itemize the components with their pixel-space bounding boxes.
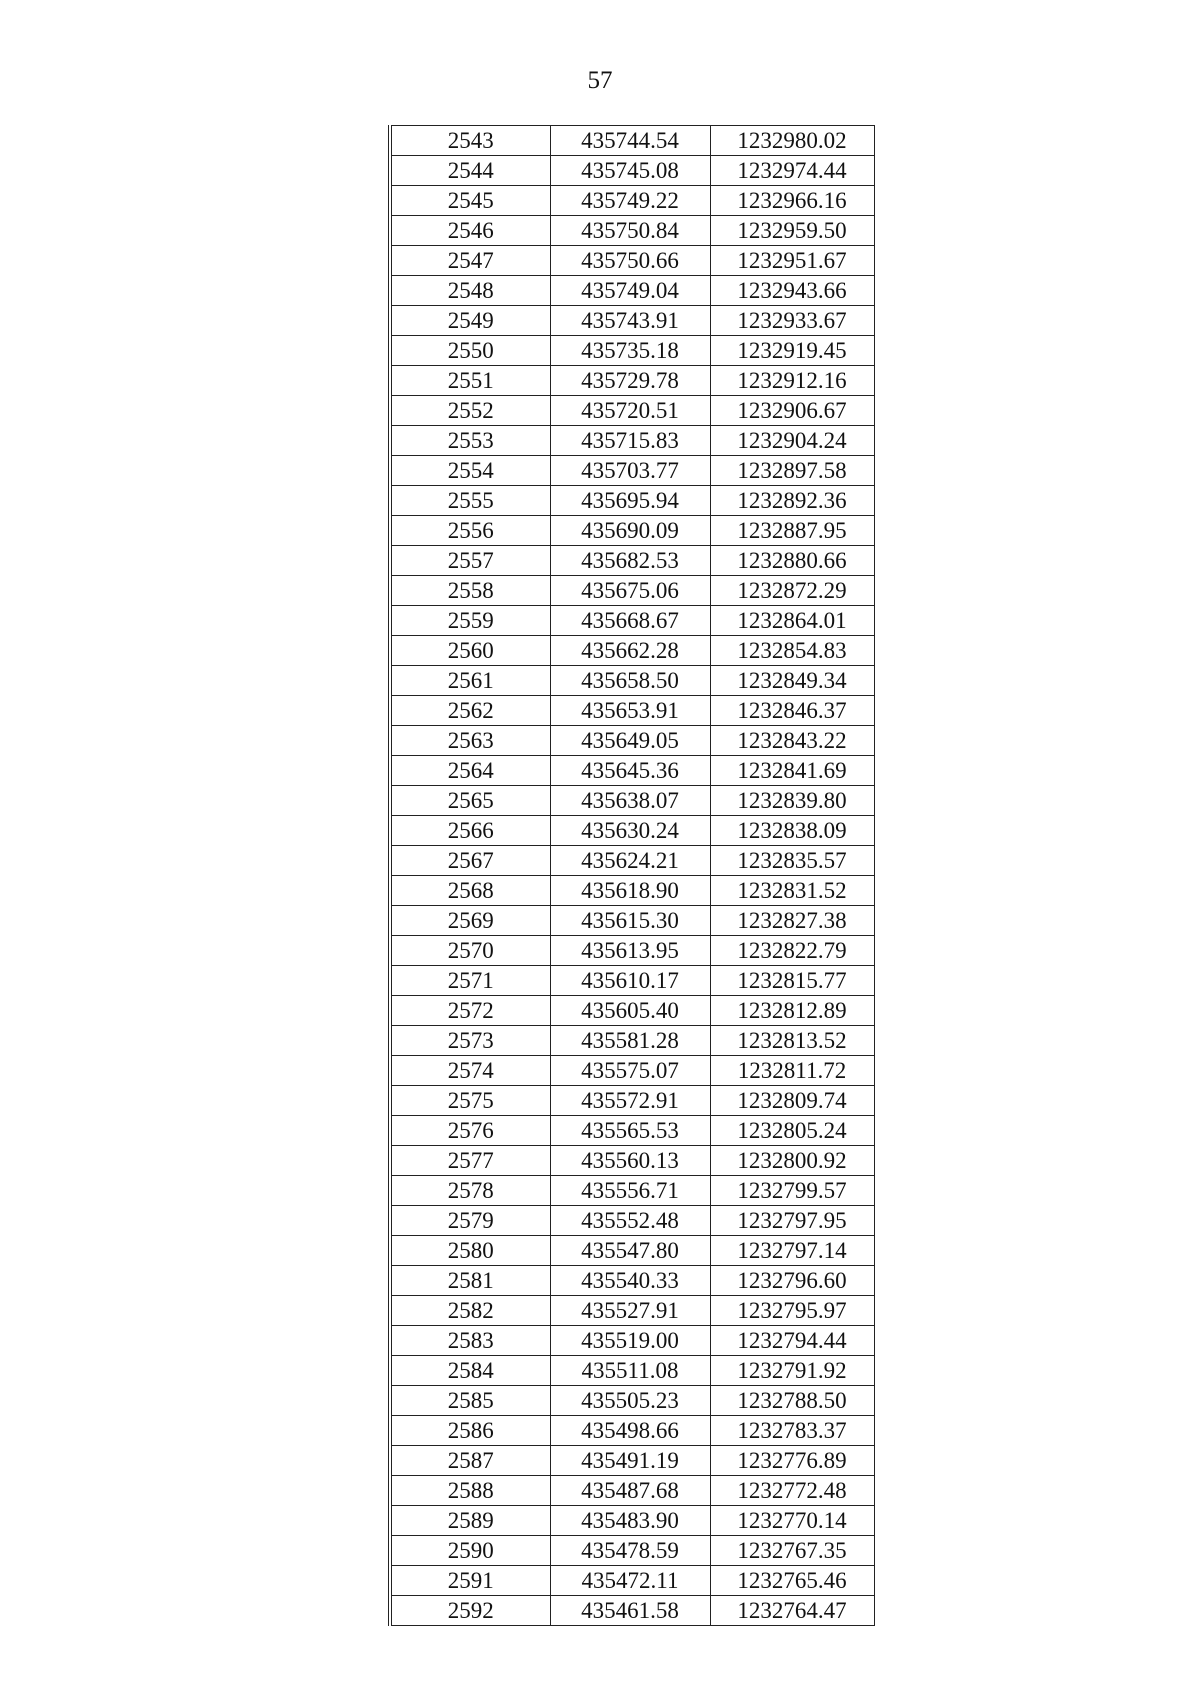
point-number-cell: 2543: [390, 126, 550, 156]
point-number-cell: 2546: [390, 216, 550, 246]
table-row: [390, 906, 874, 936]
table-row: [390, 1536, 874, 1566]
table-row: [390, 486, 874, 516]
x-coordinate-cell: 435511.08: [550, 1356, 710, 1386]
table-row: [390, 576, 874, 606]
y-coordinate-cell: 1232812.89: [710, 996, 874, 1026]
table-row: [390, 756, 874, 786]
page-number: 57: [587, 67, 613, 94]
point-number-cell: 2578: [390, 1176, 550, 1206]
point-number-cell: 2551: [390, 366, 550, 396]
table-row: [390, 1206, 874, 1236]
y-coordinate-cell: 1232838.09: [710, 816, 874, 846]
x-coordinate-cell: 435744.54: [550, 126, 710, 156]
point-number-cell: 2555: [390, 486, 550, 516]
point-number-cell: 2556: [390, 516, 550, 546]
point-number-cell: 2590: [390, 1536, 550, 1566]
point-number-cell: 2573: [390, 1026, 550, 1056]
point-number-cell: 2561: [390, 666, 550, 696]
coordinates-table: [388, 125, 875, 1626]
x-coordinate-cell: 435560.13: [550, 1146, 710, 1176]
point-number-cell: 2559: [390, 606, 550, 636]
x-coordinate-cell: 435715.83: [550, 426, 710, 456]
x-coordinate-cell: 435565.53: [550, 1116, 710, 1146]
point-number-cell: 2584: [390, 1356, 550, 1386]
table-row: [390, 1026, 874, 1056]
table-row: [390, 546, 874, 576]
table-row: [390, 276, 874, 306]
table-row: [390, 306, 874, 336]
y-coordinate-cell: 1232767.35: [710, 1536, 874, 1566]
x-coordinate-cell: 435668.67: [550, 606, 710, 636]
point-number-cell: 2592: [390, 1596, 550, 1626]
y-coordinate-cell: 1232805.24: [710, 1116, 874, 1146]
y-coordinate-cell: 1232770.14: [710, 1506, 874, 1536]
x-coordinate-cell: 435527.91: [550, 1296, 710, 1326]
table-row: [390, 1146, 874, 1176]
table-row: [390, 1296, 874, 1326]
x-coordinate-cell: 435703.77: [550, 456, 710, 486]
y-coordinate-cell: 1232897.58: [710, 456, 874, 486]
x-coordinate-cell: 435645.36: [550, 756, 710, 786]
y-coordinate-cell: 1232764.47: [710, 1596, 874, 1626]
table-row: [390, 996, 874, 1026]
x-coordinate-cell: 435505.23: [550, 1386, 710, 1416]
point-number-cell: 2557: [390, 546, 550, 576]
point-number-cell: 2585: [390, 1386, 550, 1416]
x-coordinate-cell: 435478.59: [550, 1536, 710, 1566]
y-coordinate-cell: 1232765.46: [710, 1566, 874, 1596]
y-coordinate-cell: 1232795.97: [710, 1296, 874, 1326]
point-number-cell: 2568: [390, 876, 550, 906]
x-coordinate-cell: 435547.80: [550, 1236, 710, 1266]
point-number-cell: 2579: [390, 1206, 550, 1236]
point-number-cell: 2582: [390, 1296, 550, 1326]
y-coordinate-cell: 1232904.24: [710, 426, 874, 456]
x-coordinate-cell: 435745.08: [550, 156, 710, 186]
table-row: [390, 1596, 874, 1626]
x-coordinate-cell: 435743.91: [550, 306, 710, 336]
x-coordinate-cell: 435675.06: [550, 576, 710, 606]
y-coordinate-cell: 1232809.74: [710, 1086, 874, 1116]
x-coordinate-cell: 435613.95: [550, 936, 710, 966]
table-row: [390, 396, 874, 426]
x-coordinate-cell: 435695.94: [550, 486, 710, 516]
x-coordinate-cell: 435556.71: [550, 1176, 710, 1206]
x-coordinate-cell: 435653.91: [550, 696, 710, 726]
x-coordinate-cell: 435630.24: [550, 816, 710, 846]
coordinates-table-body: [390, 126, 874, 1626]
table-row: [390, 786, 874, 816]
point-number-cell: 2563: [390, 726, 550, 756]
y-coordinate-cell: 1232872.29: [710, 576, 874, 606]
point-number-cell: 2572: [390, 996, 550, 1026]
point-number-cell: 2552: [390, 396, 550, 426]
point-number-cell: 2549: [390, 306, 550, 336]
x-coordinate-cell: 435735.18: [550, 336, 710, 366]
y-coordinate-cell: 1232811.72: [710, 1056, 874, 1086]
x-coordinate-cell: 435491.19: [550, 1446, 710, 1476]
y-coordinate-cell: 1232933.67: [710, 306, 874, 336]
y-coordinate-cell: 1232813.52: [710, 1026, 874, 1056]
point-number-cell: 2564: [390, 756, 550, 786]
y-coordinate-cell: 1232797.95: [710, 1206, 874, 1236]
point-number-cell: 2547: [390, 246, 550, 276]
table-row: [390, 1506, 874, 1536]
point-number-cell: 2587: [390, 1446, 550, 1476]
y-coordinate-cell: 1232788.50: [710, 1386, 874, 1416]
x-coordinate-cell: 435540.33: [550, 1266, 710, 1296]
table-row: [390, 1056, 874, 1086]
table-row: [390, 816, 874, 846]
table-row: [390, 186, 874, 216]
table-row: [390, 456, 874, 486]
y-coordinate-cell: 1232791.92: [710, 1356, 874, 1386]
x-coordinate-cell: 435750.84: [550, 216, 710, 246]
table-row: [390, 1176, 874, 1206]
x-coordinate-cell: 435498.66: [550, 1416, 710, 1446]
x-coordinate-cell: 435615.30: [550, 906, 710, 936]
x-coordinate-cell: 435662.28: [550, 636, 710, 666]
table-row: [390, 876, 874, 906]
x-coordinate-cell: 435749.04: [550, 276, 710, 306]
point-number-cell: 2558: [390, 576, 550, 606]
table-row: [390, 216, 874, 246]
table-row: [390, 516, 874, 546]
table-row: [390, 126, 874, 156]
y-coordinate-cell: 1232831.52: [710, 876, 874, 906]
point-number-cell: 2565: [390, 786, 550, 816]
table-row: [390, 156, 874, 186]
y-coordinate-cell: 1232919.45: [710, 336, 874, 366]
x-coordinate-cell: 435572.91: [550, 1086, 710, 1116]
table-row: [390, 336, 874, 366]
table-row: [390, 1446, 874, 1476]
table-row: [390, 966, 874, 996]
y-coordinate-cell: 1232966.16: [710, 186, 874, 216]
y-coordinate-cell: 1232800.92: [710, 1146, 874, 1176]
table-row: [390, 1476, 874, 1506]
y-coordinate-cell: 1232794.44: [710, 1326, 874, 1356]
point-number-cell: 2574: [390, 1056, 550, 1086]
x-coordinate-cell: 435605.40: [550, 996, 710, 1026]
y-coordinate-cell: 1232841.69: [710, 756, 874, 786]
table-row: [390, 636, 874, 666]
point-number-cell: 2586: [390, 1416, 550, 1446]
table-row: [390, 846, 874, 876]
y-coordinate-cell: 1232974.44: [710, 156, 874, 186]
point-number-cell: 2580: [390, 1236, 550, 1266]
y-coordinate-cell: 1232912.16: [710, 366, 874, 396]
y-coordinate-cell: 1232796.60: [710, 1266, 874, 1296]
y-coordinate-cell: 1232849.34: [710, 666, 874, 696]
table-row: [390, 1416, 874, 1446]
y-coordinate-cell: 1232797.14: [710, 1236, 874, 1266]
y-coordinate-cell: 1232951.67: [710, 246, 874, 276]
y-coordinate-cell: 1232846.37: [710, 696, 874, 726]
y-coordinate-cell: 1232835.57: [710, 846, 874, 876]
x-coordinate-cell: 435624.21: [550, 846, 710, 876]
point-number-cell: 2583: [390, 1326, 550, 1356]
y-coordinate-cell: 1232843.22: [710, 726, 874, 756]
point-number-cell: 2566: [390, 816, 550, 846]
x-coordinate-cell: 435581.28: [550, 1026, 710, 1056]
y-coordinate-cell: 1232906.67: [710, 396, 874, 426]
table-row: [390, 426, 874, 456]
y-coordinate-cell: 1232980.02: [710, 126, 874, 156]
table-row: [390, 696, 874, 726]
y-coordinate-cell: 1232864.01: [710, 606, 874, 636]
y-coordinate-cell: 1232827.38: [710, 906, 874, 936]
point-number-cell: 2562: [390, 696, 550, 726]
x-coordinate-cell: 435749.22: [550, 186, 710, 216]
x-coordinate-cell: 435720.51: [550, 396, 710, 426]
point-number-cell: 2553: [390, 426, 550, 456]
y-coordinate-cell: 1232772.48: [710, 1476, 874, 1506]
x-coordinate-cell: 435552.48: [550, 1206, 710, 1236]
point-number-cell: 2570: [390, 936, 550, 966]
y-coordinate-cell: 1232815.77: [710, 966, 874, 996]
table-row: [390, 1386, 874, 1416]
x-coordinate-cell: 435682.53: [550, 546, 710, 576]
y-coordinate-cell: 1232799.57: [710, 1176, 874, 1206]
point-number-cell: 2554: [390, 456, 550, 486]
x-coordinate-cell: 435638.07: [550, 786, 710, 816]
point-number-cell: 2591: [390, 1566, 550, 1596]
point-number-cell: 2550: [390, 336, 550, 366]
x-coordinate-cell: 435472.11: [550, 1566, 710, 1596]
y-coordinate-cell: 1232892.36: [710, 486, 874, 516]
point-number-cell: 2576: [390, 1116, 550, 1146]
table-row: [390, 1086, 874, 1116]
x-coordinate-cell: 435690.09: [550, 516, 710, 546]
x-coordinate-cell: 435729.78: [550, 366, 710, 396]
y-coordinate-cell: 1232839.80: [710, 786, 874, 816]
table-row: [390, 1566, 874, 1596]
point-number-cell: 2545: [390, 186, 550, 216]
x-coordinate-cell: 435483.90: [550, 1506, 710, 1536]
y-coordinate-cell: 1232822.79: [710, 936, 874, 966]
x-coordinate-cell: 435649.05: [550, 726, 710, 756]
table-row: [390, 1326, 874, 1356]
point-number-cell: 2560: [390, 636, 550, 666]
point-number-cell: 2577: [390, 1146, 550, 1176]
x-coordinate-cell: 435575.07: [550, 1056, 710, 1086]
y-coordinate-cell: 1232783.37: [710, 1416, 874, 1446]
x-coordinate-cell: 435658.50: [550, 666, 710, 696]
y-coordinate-cell: 1232959.50: [710, 216, 874, 246]
point-number-cell: 2571: [390, 966, 550, 996]
table-row: [390, 246, 874, 276]
point-number-cell: 2588: [390, 1476, 550, 1506]
y-coordinate-cell: 1232880.66: [710, 546, 874, 576]
x-coordinate-cell: 435618.90: [550, 876, 710, 906]
point-number-cell: 2569: [390, 906, 550, 936]
x-coordinate-cell: 435487.68: [550, 1476, 710, 1506]
x-coordinate-cell: 435750.66: [550, 246, 710, 276]
y-coordinate-cell: 1232776.89: [710, 1446, 874, 1476]
table-row: [390, 1116, 874, 1146]
point-number-cell: 2548: [390, 276, 550, 306]
table-row: [390, 666, 874, 696]
point-number-cell: 2589: [390, 1506, 550, 1536]
point-number-cell: 2544: [390, 156, 550, 186]
table-row: [390, 366, 874, 396]
table-row: [390, 726, 874, 756]
table-row: [390, 936, 874, 966]
point-number-cell: 2575: [390, 1086, 550, 1116]
point-number-cell: 2581: [390, 1266, 550, 1296]
y-coordinate-cell: 1232887.95: [710, 516, 874, 546]
point-number-cell: 2567: [390, 846, 550, 876]
x-coordinate-cell: 435461.58: [550, 1596, 710, 1626]
y-coordinate-cell: 1232943.66: [710, 276, 874, 306]
y-coordinate-cell: 1232854.83: [710, 636, 874, 666]
table-row: [390, 1236, 874, 1266]
table-row: [390, 1266, 874, 1296]
x-coordinate-cell: 435610.17: [550, 966, 710, 996]
table-row: [390, 1356, 874, 1386]
x-coordinate-cell: 435519.00: [550, 1326, 710, 1356]
table-row: [390, 606, 874, 636]
